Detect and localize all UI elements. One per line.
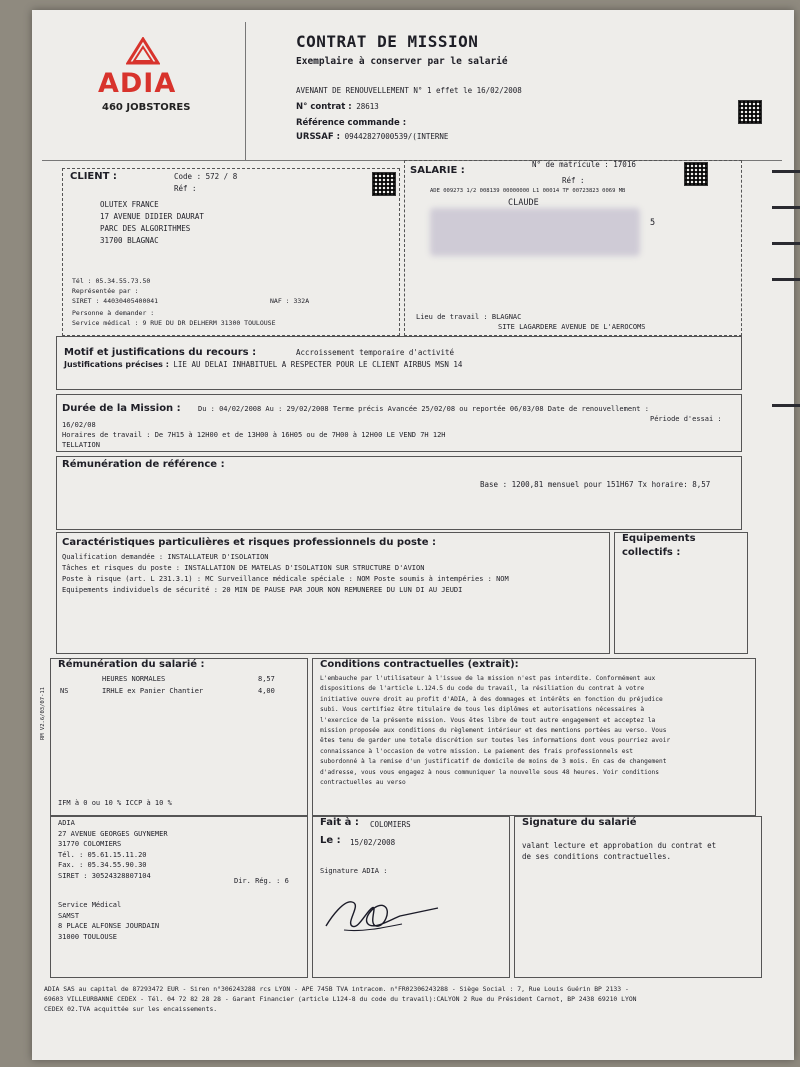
client-ref: Réf : — [174, 184, 197, 193]
form-reference: RM V2.6/03/07-11 — [40, 687, 46, 740]
adia-logo-icon — [126, 37, 160, 65]
qr-code-icon — [738, 100, 762, 124]
renewal-date: 16/02/08 — [62, 421, 96, 429]
equipment-title: collectifs : — [622, 547, 681, 558]
handwritten-signature-icon — [322, 890, 442, 940]
duration-title: Durée de la Mission : — [62, 403, 181, 414]
reference-pay-title: Rémunération de référence : — [62, 459, 225, 470]
client-naf: NAF : 332A — [270, 297, 310, 305]
conditions-text: L'embauche par l'utilisateur à l'issue de la mission n'est pas interdite. Conformément aux dispositions de l'article L.124.5 du code du travail, la résiliation du contrat à votre initiative ouvre droit au profit d'ADIA, à des dommages et intérêts en fonction du préjudice subi. Vous certifiez être titulaire de tous les diplômes et autorisations nécessaires à l'exercice de la présente mission. Vous êtes libre de tout autre engagement et acceptez la mission proposée aux conditions du règlement intérieur et des mentions portées au verso. Vous êtes tenu de garder une totale discrétion sur toutes les informations dont vous pourriez avoir connaissance à l'occasion de votre mission. Le paiement des frais professionnels est subordonné à la remise d'un justificatif de domicile de moins de 3 mois. En cas de changement d'adresse, vous vous engagez à nous communiquer la nouvelle sous 48 heures. Voir conditions contractuelles au verso — [320, 675, 671, 787]
salary-label: HEURES NORMALES — [102, 675, 166, 683]
place-value: COLOMIERS — [370, 820, 411, 829]
margin-mark — [772, 404, 800, 407]
contract-number-label: N° contrat : — [296, 102, 352, 112]
agency-address: ADIA 27 AVENUE GEORGES GUYNEMER 31770 COLOMIERS Tél. : 05.61.15.11.20 Fax. : 05.34.55.90.30 SIRET : 30524328807104 — [58, 819, 168, 880]
salary-footer: IFM à 0 ou 10 % ICCP à 10 % — [58, 799, 172, 807]
adia-signature-label: Signature ADIA : — [320, 867, 388, 875]
employee-name: CLAUDE — [508, 198, 539, 208]
salary-title: Rémunération du salarié : — [58, 659, 205, 670]
client-line: 31700 BLAGNAC — [100, 236, 159, 245]
reference-label: Référence commande : — [296, 118, 407, 128]
legal-footer: ADIA SAS au capital de 87293472 EUR - Siren n°306243288 rcs LYON - APE 745B TVA intracom. n°FR02306243288 - Siège Social : 7, Rue Louis Guérin BP 2133 - 69603 VILLEURBANNE CEDEX - Tél. 04 72 82 28 28 - Garant Financier (article L124-8 du code du travail):CALYON 2 Rue du Président Carnot, BP 2438 69210 LYON CEDEX 02.TVA acquittée sur les encaissements. — [44, 985, 637, 1013]
justification-label: Justifications précises : — [64, 360, 169, 369]
risk-title: Caractéristiques particulières et risques professionnels du poste : — [62, 537, 436, 548]
client-label: CLIENT : — [70, 171, 117, 182]
risk-line: Tâches et risques du poste : INSTALLATION DE MATELAS D'ISOLATION SUR STRUCTURE D'AVION — [62, 564, 425, 572]
work-hours-cont: TELLATION — [62, 441, 100, 449]
employee-signature-text: valant lecture et approbation du contrat et de ses conditions contractuelles. — [522, 841, 717, 861]
work-location: Lieu de travail : BLAGNAC — [416, 313, 522, 321]
employee-ade: ADE 009273 1/2 008139 00000000 L1 00014 TF 00723823 0069 MB — [430, 188, 626, 194]
justification-value: LIE AU DELAI INHABITUEL A RESPECTER POUR LE CLIENT AIRBUS MSN 14 — [173, 360, 463, 369]
brand-sub: 460 JOBSTORES — [102, 102, 191, 113]
avenant-line: AVENANT DE RENOUVELLEMENT N° 1 effet le 16/02/2008 — [296, 86, 522, 95]
employee-ref: Réf : — [562, 176, 585, 185]
equipment-title: Equipements — [622, 533, 696, 544]
work-site: SITE LAGARDERE AVENUE DE L'AEROCOMS — [498, 323, 646, 331]
medical-service: Service Médical SAMST 8 PLACE ALFONSE JOURDAIN 31000 TOULOUSE — [58, 901, 160, 941]
client-line: OLUTEX FRANCE — [100, 200, 159, 209]
client-code: Code : 572 / 8 — [174, 172, 238, 181]
date-value: 15/02/2008 — [350, 838, 396, 847]
margin-mark — [772, 242, 800, 245]
page-title: CONTRAT DE MISSION — [296, 32, 479, 51]
client-line: PARC DES ALGORITHMES — [100, 224, 191, 233]
risk-line: Poste à risque (art. L 231.3.1) : MC Surveillance médicale spéciale : NOM Poste soumis à intempéries : NOM — [62, 575, 509, 583]
employee-signature-title: Signature du salarié — [522, 817, 637, 828]
client-rep: Représentée par : — [72, 287, 139, 295]
redacted-area — [430, 208, 640, 256]
trial-period: Période d'essai : — [650, 415, 722, 423]
work-hours: Horaires de travail : De 7H15 à 12H00 et de 13H00 à 16H05 ou de 7H00 à 12H00 LE VEND 7H 12H — [62, 431, 446, 439]
margin-mark — [772, 278, 800, 281]
salary-value: 4,00 — [258, 687, 275, 695]
contract-document — [32, 10, 794, 1060]
motif-value: Accroissement temporaire d'activité — [296, 348, 455, 357]
margin-mark — [772, 170, 800, 173]
employee-matricule: N° de matricule : 17016 — [532, 160, 636, 169]
salary-code: NS — [60, 687, 69, 695]
employee-label: SALARIE : — [410, 165, 465, 176]
conditions-title: Conditions contractuelles (extrait): — [320, 659, 519, 670]
contract-number: 28613 — [356, 102, 379, 111]
header-divider — [245, 22, 246, 160]
risk-line: Equipements individuels de sécurité : 20 MIN DE PAUSE PAR JOUR NON REMUNEREE DU LUN DI AU JEUDI — [62, 586, 463, 594]
reference-pay-line: Base : 1200,81 mensuel pour 151H67 Tx horaire: 8,57 — [480, 480, 711, 489]
motif-title: Motif et justifications du recours : — [64, 347, 257, 358]
client-service: Service médical : 9 RUE DU DR DELHERM 31300 TOULOUSE — [72, 319, 276, 327]
employee-digit: 5 — [650, 218, 656, 228]
brand-name: ADIA — [98, 68, 177, 99]
place-label: Fait à : — [320, 817, 359, 828]
date-label: Le : — [320, 835, 341, 846]
risk-line: Qualification demandée : INSTALLATEUR D'ISOLATION — [62, 553, 269, 561]
client-tel: Tél : 05.34.55.73.50 — [72, 277, 151, 285]
salary-label: IRHLE ex Panier Chantier — [102, 687, 204, 695]
duration-dates: Du : 04/02/2008 Au : 29/02/2008 Terme précis Avancée 25/02/08 ou reportée 06/03/08 Date de renouvellement : — [198, 405, 649, 413]
salary-value: 8,57 — [258, 675, 275, 683]
urssaf-value: 09442827000539/(INTERNE — [344, 132, 449, 141]
client-siret: SIRET : 44030405400041 — [72, 297, 159, 305]
margin-mark — [772, 206, 800, 209]
qr-code-icon — [684, 162, 708, 186]
client-line: 17 AVENUE DIDIER DAURAT — [100, 212, 204, 221]
page-subtitle: Exemplaire à conserver par le salarié — [296, 56, 508, 67]
agency-dir: Dir. Rég. : 6 — [234, 877, 289, 885]
client-personne: Personne à demander : — [72, 309, 155, 317]
qr-code-icon — [372, 172, 396, 196]
urssaf-label: URSSAF : — [296, 132, 341, 142]
